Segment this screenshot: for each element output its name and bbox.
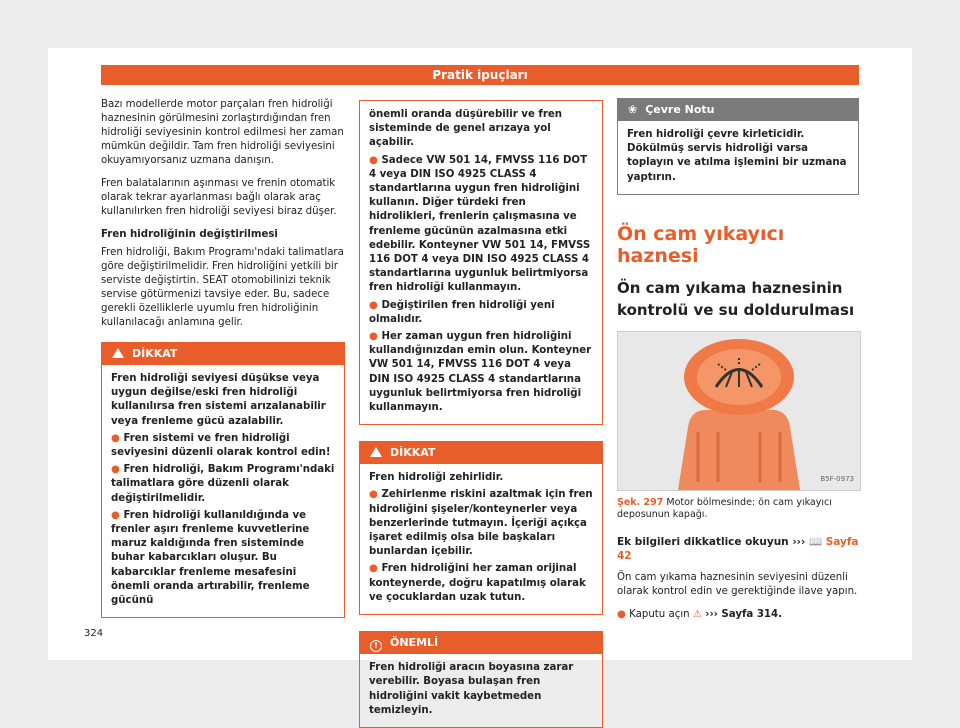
- environment-text: Fren hidroliği çevre kirleticidir. Dökülmüş servis hidroliği varsa toplayın ve atılma işlemini bir uzmana yaptırın.: [627, 129, 847, 183]
- warning-icon: [370, 447, 382, 457]
- warning-box: [101, 342, 345, 618]
- subheading: Fren hidroliğinin değiştirilmesi: [101, 229, 278, 240]
- bullet-item: [369, 154, 593, 296]
- info-icon: !: [370, 640, 382, 652]
- figure-washer-cap: [617, 331, 861, 491]
- paragraph: Ön cam yıkama haznesinin seviyesini düzenli olarak kontrol edin ve gerektiğinde ilave yapın.: [617, 571, 858, 597]
- column-left: [101, 98, 345, 618]
- bullet-icon: ●: [617, 608, 630, 620]
- bullet-text: Fren sistemi ve fren hidroliği seviyesini düzenli olarak kontrol edin!: [111, 432, 331, 459]
- read-note: [617, 535, 859, 563]
- bullet-icon: ●: [369, 299, 382, 311]
- warning-title: DİKKAT: [132, 347, 178, 360]
- warning-box-continued: [359, 100, 603, 425]
- warning-box-2: [359, 441, 603, 615]
- bullet-text: Değiştirilen fren hidroliği yeni olmalıdır.: [369, 299, 555, 325]
- figure-code: B5F-0973: [820, 474, 854, 483]
- arrow-icon: ›››: [792, 535, 806, 548]
- environment-body: [618, 121, 858, 194]
- section-header: Pratik ipuçları: [101, 65, 859, 85]
- environment-title: Çevre Notu: [645, 103, 715, 116]
- warning-text: Fren hidroliği seviyesi düşükse veya uygun değilse/eski fren hidroliği kullanılırsa fren sistemi arızalanabilir veya frenleme gücü azalabilir.: [111, 373, 326, 427]
- caption-text: Motor bölmesinde: ön cam yıkayıcı deposunun kapağı.: [617, 496, 832, 520]
- figure-number: Şek. 297: [617, 496, 664, 508]
- environment-box: [617, 98, 859, 195]
- bullet-icon: ●: [111, 432, 124, 444]
- bullet-icon: ●: [369, 331, 382, 343]
- bullet-item: [111, 509, 335, 608]
- warning-text: önemli oranda düşürebilir ve fren sisteminde de genel arızaya yol açabilir.: [369, 109, 563, 149]
- warning-icon: [112, 348, 124, 358]
- bullet-item: [369, 330, 593, 415]
- notice-body: [360, 654, 602, 727]
- bullet-item: [617, 608, 859, 622]
- environment-header: [618, 99, 858, 121]
- notice-box: [359, 631, 603, 728]
- bullet-item: [111, 463, 335, 506]
- column-right: [617, 98, 859, 631]
- warning-body: [360, 464, 602, 614]
- bullet-text: Fren hidroliği kullanıldığında ve frenler aşırı frenleme kuvvetlerine maruz kaldığında fren sisteminde buhar kabarcıkları oluşur. Bu kabarcıklar frenleme mesafesini önemli oranda artırabilir, frenleme gücünü: [111, 509, 310, 607]
- warning-body: [360, 101, 602, 424]
- warning-icon: ⚠: [692, 608, 703, 620]
- book-icon: 📖: [808, 535, 823, 548]
- bullet-item: [369, 488, 593, 559]
- bullet-icon: ●: [369, 563, 382, 575]
- notice-text: Fren hidroliği aracın boyasına zarar verebilir. Boyasa bulaşan fren hidroliğini vakit kaybetmeden temizleyin.: [369, 662, 574, 716]
- bullet-text: Fren hidroliği, Bakım Programı'ndaki talimatlara göre düzenli olarak değiştirilmelidir.: [111, 464, 335, 504]
- leaf-icon: ❀: [628, 103, 638, 116]
- column-middle: [359, 98, 603, 728]
- page-reference-link[interactable]: ››› Sayfa 314.: [705, 608, 782, 620]
- bullet-icon: ●: [369, 489, 382, 501]
- bullet-text: Fren hidroliğini her zaman orijinal konteynerde, doğru kapatılmış olarak ve çocuklardan uzak tutun.: [369, 563, 586, 603]
- figure-caption: [617, 497, 859, 521]
- bullet-icon: ●: [369, 154, 382, 166]
- section-title: Ön cam yıkayıcı haznesi: [617, 222, 785, 267]
- bullet-text: Sadece VW 501 14, FMVSS 116 DOT 4 veya DIN ISO 4925 CLASS 4 standartlarına uygun fren hidroliğini kullanın. Diğer türdeki fren hidrolikleri, frenlerin çalışmasına ve frenleme gücünün azalmasına etki edebilir. Konteyner VW 501 14, FMVSS 116 DOT 4 veya DIN ISO 4925 CLASS 4 standartlarına uygunluk belirtmiyorsa fren hidroliği kullanmayın.: [369, 154, 591, 294]
- warning-title: DİKKAT: [390, 446, 436, 460]
- warning-text: Fren hidroliği zehirlidir.: [369, 472, 504, 484]
- page-number: 324: [84, 628, 104, 639]
- bullet-icon: ●: [111, 509, 124, 521]
- warning-body: [102, 365, 344, 617]
- subsection-title: Ön cam yıkama haznesinin kontrolü ve su doldurulması: [617, 278, 855, 319]
- bullet-item: [111, 432, 335, 460]
- washer-reservoir-cap-image: [618, 332, 860, 490]
- bullet-item: [369, 299, 593, 327]
- notice-title: ÖNEMLİ: [390, 636, 439, 650]
- warning-header: [102, 343, 344, 365]
- notice-header: [360, 632, 602, 654]
- paragraph: Fren balatalarının aşınması ve frenin otomatik olarak tekrar ayarlanması bağlı olarak araç kullanılırken fren hidroliği seviyesi biraz düşer.: [101, 178, 337, 217]
- bullet-text: Kaputu açın: [629, 608, 690, 620]
- bullet-item: [369, 562, 593, 605]
- bullet-text: Zehirlenme riskini azaltmak için fren hidroliğini şişeler/konteynerler veya benzerlerinde tutmayın. İçeriği açıkça işaret edilmiş olsa bile başkaları bunlardan içebilir.: [369, 489, 593, 558]
- bullet-text: Her zaman uygun fren hidroliğini kullandığınızdan emin olun. Konteyner VW 501 14, FMVSS 116 DOT 4 veya DIN ISO 4925 CLASS 4 standartlarına uygunluk belirtmiyorsa fren hidroliği kullanmayın.: [369, 331, 592, 414]
- bullet-icon: ●: [111, 464, 124, 476]
- warning-header: [360, 442, 602, 464]
- page-reference-link[interactable]: Sayfa 42: [617, 535, 859, 562]
- paragraph: Bazı modellerde motor parçaları fren hidroliği haznesinin görülmesini zorlaştırdığından fren hidroliği seviyesinin kontrol edilmesi her zaman mümkün değildir. Tam fren hidroliği seviyesini okuyamıyorsanız uzmana danışın.: [101, 99, 344, 166]
- read-note-text: Ek bilgileri dikkatlice okuyun: [617, 535, 789, 548]
- paragraph: Fren hidroliği, Bakım Programı'ndaki talimatlara göre değiştirilmelidir. Fren hidroliğini yetkili bir serviste değiştirtin. SEAT otomobilinizi teknik servise götürmenizi tavsiye eder. Bu, sadece gerekli özelliklerle uyumlu fren hidroliğinin kullanılacağı anlamına gelir.: [101, 247, 344, 328]
